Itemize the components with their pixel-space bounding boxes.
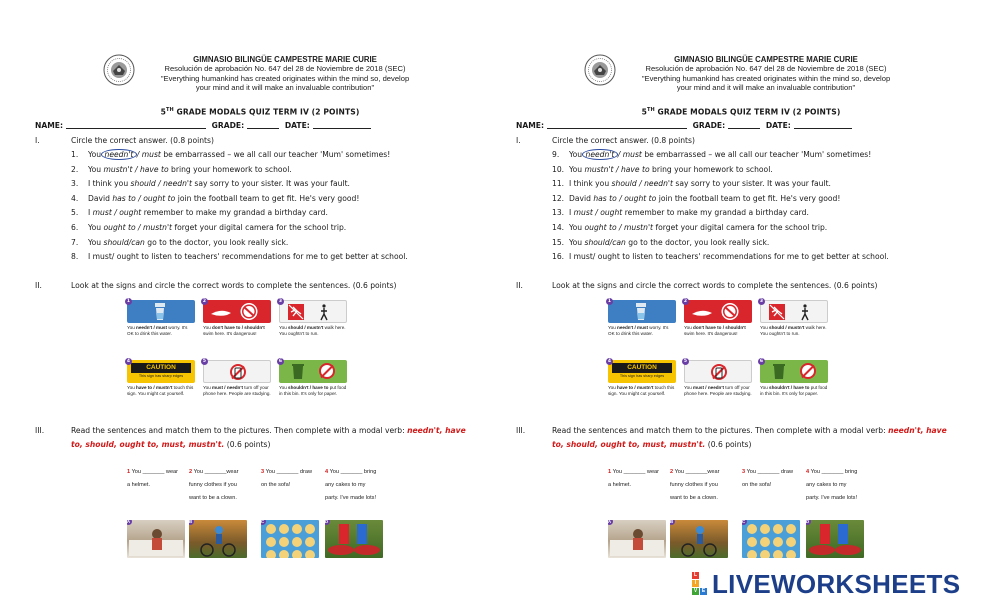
logo-tile: L	[693, 572, 698, 578]
name-field[interactable]	[547, 121, 687, 129]
question-text: You	[88, 223, 104, 232]
question-text: be embarrassed – we all call our teacher 'Mum' sometimes!	[641, 150, 872, 159]
sign-caption: You don't have to / shouldn't swim here. It's dangerous!	[684, 325, 746, 336]
answer-option[interactable]: should/can	[584, 237, 626, 247]
answer-option[interactable]: should	[130, 179, 156, 189]
quiz-title	[516, 107, 966, 117]
sign-card[interactable]	[760, 360, 828, 397]
sign-card[interactable]	[127, 360, 195, 397]
sign-number: 6	[278, 359, 283, 364]
sign-caption: You should / mustn't walk here. You oughtn't to run.	[279, 325, 346, 336]
match-sentence[interactable]: 1 You _______ wear	[608, 469, 660, 475]
motto-line: your mind and it will make an invaluable contribution"	[676, 82, 856, 92]
section-number: I.	[516, 136, 521, 145]
option-separator: /	[135, 223, 144, 232]
question-text: I	[88, 208, 93, 218]
sign-number: 1	[607, 299, 612, 304]
motto-line: your mind and it will make an invaluable contribution"	[195, 82, 375, 92]
no-phone-icon	[203, 360, 271, 383]
date-field[interactable]	[794, 121, 852, 129]
question-text: go to the doctor, you look really sick.	[625, 237, 770, 247]
question-text: bring your homework to school.	[649, 164, 773, 174]
answer-option[interactable]: needn't	[582, 149, 619, 160]
photo-cakes[interactable]: C	[261, 520, 319, 558]
drinking-water-icon	[127, 300, 195, 323]
sign-number: 3	[759, 299, 764, 304]
option-separator: /	[155, 179, 164, 189]
sign-card[interactable]	[203, 300, 271, 337]
match-sentence-cont: on the sofa!	[261, 482, 291, 488]
match-exercise	[608, 465, 883, 565]
question-text: You	[569, 164, 585, 174]
header-text	[135, 55, 435, 92]
answer-option[interactable]: ought to	[143, 193, 176, 203]
sign-number: 4	[126, 359, 131, 364]
answer-option[interactable]: has to	[112, 193, 136, 203]
sign-card[interactable]	[760, 300, 828, 337]
match-sentence[interactable]: 1 You _______ wear	[127, 469, 179, 475]
motto-line: "Everything humankind has created originates within the mind so, develop	[641, 73, 891, 83]
sign-card[interactable]	[684, 300, 752, 337]
no-phone-icon	[684, 360, 752, 383]
photo-child-on-sofa[interactable]: A	[127, 520, 185, 558]
sign-number: 5	[202, 359, 207, 364]
question-item[interactable]	[71, 150, 390, 159]
student-info-row	[516, 121, 855, 130]
answer-option[interactable]: ought	[119, 208, 142, 218]
logo-tile: V	[693, 588, 698, 594]
sign-card[interactable]	[203, 360, 271, 397]
question-text: bring your homework to school.	[168, 164, 292, 174]
caution-sign-icon	[127, 360, 195, 383]
answer-option[interactable]: have to	[620, 164, 650, 174]
sign-caption: You should / mustn't walk here. You oughtn't to run.	[760, 325, 827, 336]
match-sentence-cont: funny clothes if you	[189, 482, 237, 488]
match-sentence[interactable]: 3 You _______ draw	[261, 469, 313, 475]
liveworksheets-watermark	[692, 570, 992, 598]
caution-subtext: This sign has sharp edges	[138, 374, 184, 378]
answer-option[interactable]: mustn't	[624, 223, 654, 232]
question-number: 10.	[552, 164, 565, 174]
no-swimming-crocodile-icon	[203, 300, 271, 323]
option-separator: /	[132, 164, 140, 174]
sign-caption: You needn't / must worry. It's OK to drink this water.	[127, 325, 188, 336]
question-text: David	[88, 193, 113, 203]
sign-caption: You must / needn't turn off your phone here. People are studying.	[203, 385, 271, 396]
walk-no-run-icon	[279, 300, 347, 323]
question-item[interactable]	[71, 238, 288, 247]
resolution-text: Resolución de aprobación No. 647 del 28 de Noviembre de 2018 (SEC)	[645, 64, 887, 74]
sign-caption: You don't have to / shouldn't swim here. It's dangerous!	[203, 325, 265, 336]
question-item[interactable]	[552, 165, 773, 174]
sign-caption: You shouldn't / have to put food in this bin. It's only for paper.	[760, 385, 828, 396]
question-item[interactable]	[71, 223, 346, 232]
question-item[interactable]	[71, 252, 408, 261]
sign-caption: You must / needn't turn off your phone here. People are studying.	[684, 385, 752, 396]
section-instruction: to, should, ought to, must, mustn't. (0.6 points)	[552, 440, 752, 449]
question-text: David	[569, 193, 594, 203]
question-text: I think you	[88, 179, 131, 189]
section-instruction: Read the sentences and match them to the pictures. Then complete with a modal verb: needn't, have	[71, 426, 466, 435]
school-name: GIMNASIO BILINGÜE CAMPESTRE MARIE CURIE	[674, 55, 858, 64]
answer-option[interactable]: ought to	[103, 223, 136, 232]
photo-child-on-sofa[interactable]: A	[608, 520, 666, 558]
sign-number: 1	[126, 299, 131, 304]
sign-card[interactable]	[279, 360, 347, 397]
question-item[interactable]	[71, 194, 359, 203]
question-number: 11.	[552, 179, 565, 189]
question-item[interactable]	[552, 252, 889, 261]
school-seal-icon	[584, 54, 616, 86]
question-number: 14.	[552, 223, 565, 232]
question-text: You	[569, 150, 585, 159]
logo-tile: E	[701, 588, 706, 594]
match-sentence-cont: on the sofa!	[742, 482, 772, 488]
sign-number: 2	[683, 299, 688, 304]
option-separator: /	[135, 193, 144, 203]
question-item[interactable]	[552, 223, 827, 232]
resolution-text: Resolución de aprobación No. 647 del 28 de Noviembre de 2018 (SEC)	[164, 64, 406, 74]
section-instruction: to, should, ought to, must, mustn't. (0.6 points)	[71, 440, 271, 449]
question-number: 2.	[71, 164, 79, 174]
section-instruction: Look at the signs and circle the correct words to complete the sentences. (0.6 points)	[552, 281, 878, 290]
match-sentence[interactable]: 4 You _______ bring	[806, 469, 858, 475]
sign-caption: You have to / mustn't touch this sign. You might cut yourself.	[608, 385, 675, 396]
signs-grid	[127, 300, 347, 412]
school-seal-icon	[103, 54, 135, 86]
drinking-water-icon	[608, 300, 676, 323]
option-separator: /	[636, 179, 645, 189]
section-number: II.	[516, 281, 523, 290]
sign-number: 5	[683, 359, 688, 364]
answer-option[interactable]: has to	[593, 193, 617, 203]
option-separator: /	[615, 150, 623, 159]
sign-card[interactable]	[608, 360, 676, 397]
answer-option[interactable]: mustn't	[143, 223, 173, 232]
question-text: You	[88, 150, 104, 159]
answer-option[interactable]: mustn't	[103, 164, 133, 174]
photo-clown-shoes[interactable]: D	[806, 520, 864, 558]
no-swimming-crocodile-icon	[684, 300, 752, 323]
section-instruction: Look at the signs and circle the correct words to complete the sentences. (0.6 points)	[71, 281, 397, 290]
question-item[interactable]	[71, 208, 328, 217]
logo-tile: I	[692, 580, 699, 587]
answer-option[interactable]: needn't	[163, 179, 192, 189]
date-field[interactable]	[313, 121, 371, 129]
grade-suffix: TH	[646, 107, 655, 113]
match-sentence-cont: funny clothes if you	[670, 482, 718, 488]
section-instruction: Circle the correct answer. (0.8 points)	[71, 136, 214, 145]
question-item[interactable]	[552, 150, 871, 159]
caution-sign-icon	[608, 360, 676, 383]
question-text: remember to make my grandad a birthday card.	[622, 208, 809, 218]
photo-cakes[interactable]: C	[742, 520, 800, 558]
sign-card[interactable]	[279, 300, 347, 337]
match-sentence[interactable]: 4 You _______ bring	[325, 469, 377, 475]
worksheet-left	[35, 0, 515, 607]
school-name: GIMNASIO BILINGÜE CAMPESTRE MARIE CURIE	[193, 55, 377, 64]
question-text: be embarrassed – we all call our teacher 'Mum' sometimes!	[160, 150, 391, 159]
date-label: DATE:	[284, 121, 310, 130]
photo-boy-on-bike[interactable]: B	[670, 520, 728, 558]
match-sentence-cont: want to be a clown.	[189, 495, 237, 501]
quiz-title	[35, 107, 485, 117]
match-sentence-cont: party. I've made lots!	[806, 495, 858, 501]
answer-option[interactable]: needn't	[644, 179, 673, 189]
grade-number: 5	[641, 107, 647, 117]
match-sentence-cont: want to be a clown.	[670, 495, 718, 501]
answer-option[interactable]: ought to	[584, 223, 617, 232]
section-number: II.	[35, 281, 42, 290]
question-number: 4.	[71, 193, 79, 203]
school-header	[516, 48, 996, 98]
question-item[interactable]	[552, 179, 831, 188]
quiz-title-text: GRADE MODALS QUIZ TERM IV (2 POINTS)	[173, 107, 360, 117]
grade-label: GRADE:	[692, 121, 726, 130]
question-text: I must/ ought to listen to teachers' recommendations for me to get better at school.	[569, 252, 889, 262]
name-field[interactable]	[66, 121, 206, 129]
answer-option[interactable]: needn't	[101, 149, 138, 160]
match-sentence[interactable]: 2 You _______wear	[670, 469, 720, 475]
question-text: You	[569, 223, 585, 232]
no-food-bin-icon	[760, 360, 828, 383]
answer-option[interactable]: should/can	[103, 237, 145, 247]
option-separator: /	[616, 193, 625, 203]
question-number: 1.	[71, 150, 79, 159]
question-text: say sorry to your sister. It was your fault.	[672, 179, 831, 189]
date-label: DATE:	[765, 121, 791, 130]
name-label: NAME:	[35, 121, 64, 130]
option-separator: /	[613, 164, 621, 174]
option-separator: /	[616, 223, 625, 232]
answer-option[interactable]: ought	[600, 208, 623, 218]
question-text: say sorry to your sister. It was your fault.	[191, 179, 350, 189]
question-number: 7.	[71, 237, 79, 247]
name-label: NAME:	[516, 121, 545, 130]
caution-label: CAUTION	[612, 363, 672, 373]
answer-option[interactable]: must	[141, 150, 161, 159]
match-sentence-cont: a helmet.	[608, 482, 632, 488]
answer-option[interactable]: have to	[139, 164, 169, 174]
sign-card[interactable]	[608, 300, 676, 337]
question-number: 5.	[71, 208, 79, 218]
question-number: 16.	[552, 252, 565, 262]
question-text: forget your digital camera for the school trip.	[172, 223, 347, 232]
match-sentence-cont: any cakes to my	[325, 482, 366, 488]
match-sentence-cont: a helmet.	[127, 482, 151, 488]
photo-boy-on-bike[interactable]: B	[189, 520, 247, 558]
school-header	[35, 48, 515, 98]
grade-field[interactable]	[728, 121, 760, 129]
question-number: 8.	[71, 252, 79, 262]
answer-option[interactable]: must	[573, 208, 593, 218]
question-item[interactable]	[552, 238, 769, 247]
sign-card[interactable]	[127, 300, 195, 337]
header-text	[616, 55, 916, 92]
grade-field[interactable]	[247, 121, 279, 129]
match-exercise	[127, 465, 402, 565]
worksheet-right	[516, 0, 996, 607]
question-number: 12.	[552, 193, 565, 203]
answer-option[interactable]: must	[622, 150, 642, 159]
answer-option[interactable]: ought to	[624, 193, 657, 203]
question-text: I must/ ought to listen to teachers' recommendations for me to get better at school.	[88, 252, 408, 262]
question-number: 6.	[71, 223, 79, 232]
question-item[interactable]	[552, 208, 809, 217]
grade-suffix: TH	[165, 107, 174, 113]
quiz-title-text: GRADE MODALS QUIZ TERM IV (2 POINTS)	[654, 107, 841, 117]
section-number: III.	[516, 426, 526, 435]
match-sentence-cont: party. I've made lots!	[325, 495, 377, 501]
sign-number: 3	[278, 299, 283, 304]
sign-number: 6	[759, 359, 764, 364]
grade-number: 5	[160, 107, 166, 117]
question-text: You	[88, 237, 104, 247]
sign-caption: You shouldn't / have to put food in this bin. It's only for paper.	[279, 385, 347, 396]
sign-number: 4	[607, 359, 612, 364]
question-text: You	[569, 237, 585, 247]
option-separator: /	[592, 208, 601, 218]
liveworksheets-text: LIVEWORKSHEETS	[712, 569, 961, 599]
question-text: forget your digital camera for the school trip.	[653, 223, 828, 232]
answer-option[interactable]: must	[92, 208, 112, 218]
section-instruction: Read the sentences and match them to the pictures. Then complete with a modal verb: needn't, have	[552, 426, 947, 435]
no-food-bin-icon	[279, 360, 347, 383]
question-text: You	[88, 164, 104, 174]
liveworksheets-logo-icon	[692, 572, 709, 596]
match-sentence[interactable]: 3 You _______ draw	[742, 469, 794, 475]
question-text: I	[569, 208, 574, 218]
option-separator: /	[134, 150, 142, 159]
student-info-row	[35, 121, 374, 130]
answer-option[interactable]: should	[611, 179, 637, 189]
question-item[interactable]	[552, 194, 840, 203]
question-number: 15.	[552, 237, 565, 247]
walk-no-run-icon	[760, 300, 828, 323]
question-text: remember to make my grandad a birthday card.	[141, 208, 328, 218]
question-item[interactable]	[71, 165, 292, 174]
question-number: 3.	[71, 179, 79, 189]
grade-label: GRADE:	[211, 121, 245, 130]
sign-number: 2	[202, 299, 207, 304]
match-sentence[interactable]: 2 You _______wear	[189, 469, 239, 475]
sign-caption: You needn't / must worry. It's OK to drink this water.	[608, 325, 669, 336]
section-number: I.	[35, 136, 40, 145]
photo-clown-shoes[interactable]: D	[325, 520, 383, 558]
question-text: join the football team to get fit. He's very good!	[175, 193, 360, 203]
match-sentence-cont: any cakes to my	[806, 482, 847, 488]
signs-grid	[608, 300, 828, 412]
option-separator: /	[111, 208, 120, 218]
question-text: I think you	[569, 179, 612, 189]
caution-label: CAUTION	[131, 363, 191, 373]
question-text: join the football team to get fit. He's very good!	[656, 193, 841, 203]
sign-card[interactable]	[684, 360, 752, 397]
motto-line: "Everything humankind has created originates within the mind so, develop	[160, 73, 410, 83]
answer-option[interactable]: mustn't	[584, 164, 614, 174]
question-number: 13.	[552, 208, 565, 218]
caution-subtext: This sign has sharp edges	[619, 374, 665, 378]
question-text: go to the doctor, you look really sick.	[144, 237, 289, 247]
section-instruction: Circle the correct answer. (0.8 points)	[552, 136, 695, 145]
sign-caption: You have to / mustn't touch this sign. You might cut yourself.	[127, 385, 194, 396]
question-number: 9.	[552, 150, 560, 159]
section-number: III.	[35, 426, 45, 435]
question-item[interactable]	[71, 179, 350, 188]
